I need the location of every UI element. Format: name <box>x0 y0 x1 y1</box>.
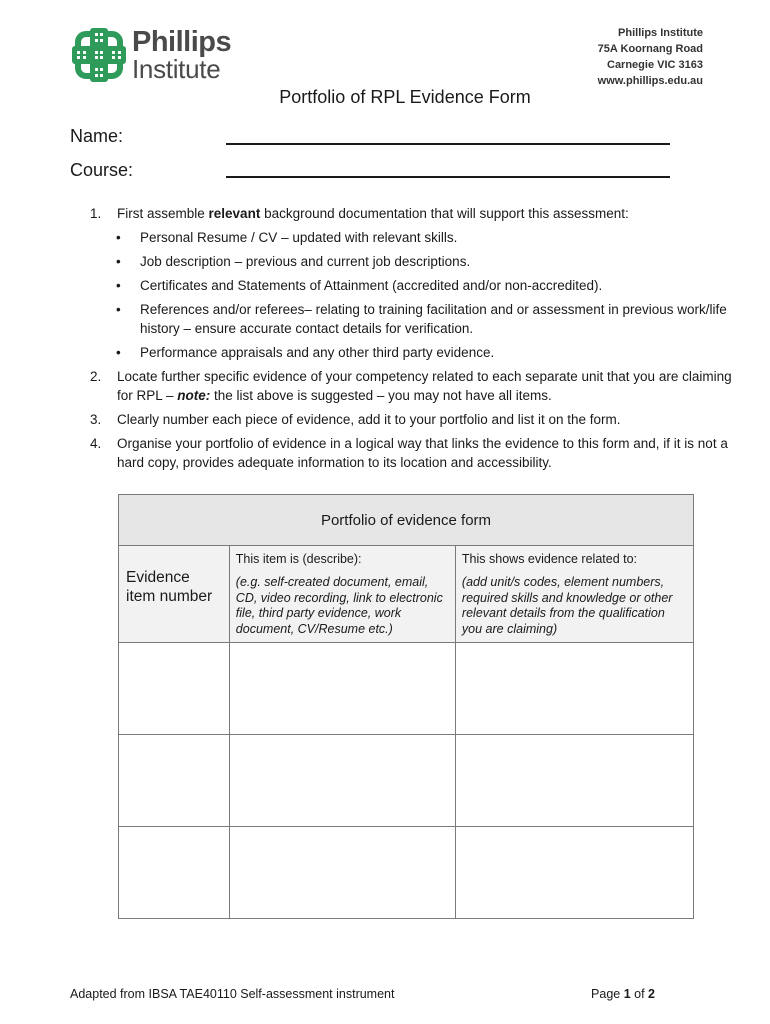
col-header-evidence-related <box>455 546 693 643</box>
item-text: background documentation that will support this assessment: <box>260 206 629 221</box>
evidence-related-cell[interactable] <box>455 827 693 919</box>
table-heading: Portfolio of evidence form <box>119 495 694 546</box>
bullet-text: and/or referees– relating to training facilitation and or assessment in previous work/life history – ensure accurate contact details for verification. <box>140 302 727 336</box>
item-text: Clearly number each piece of evidence, add it to your portfolio and list it on the form. <box>117 412 621 427</box>
table-row <box>119 827 694 919</box>
logo-text-phillips: Phillips <box>132 26 232 58</box>
bullet-bold-text: Personal Resume / CV <box>140 230 278 245</box>
green-cross-grid-icon <box>70 26 128 84</box>
item-number: 4. <box>90 436 102 451</box>
instructions-list <box>90 204 740 477</box>
evidence-related-cell[interactable] <box>455 643 693 735</box>
bullet-bold-text: Certificates <box>140 278 208 293</box>
bullet-text: and any other third party evidence. <box>282 345 495 360</box>
address-line: Carnegie VIC 3163 <box>607 59 703 71</box>
item-text: Locate further specific evidence of your competency related to each separate unit that you are claiming for RPL – <box>117 369 732 403</box>
item-number: 1. <box>90 206 102 221</box>
evidence-number-cell[interactable] <box>119 735 230 827</box>
instruction-item-4 <box>90 434 740 472</box>
table-row <box>119 735 694 827</box>
item-bold-text: note: <box>177 388 211 403</box>
institute-address <box>598 25 703 89</box>
bullet-icon: • <box>116 302 121 317</box>
col-label: This shows evidence related to: <box>461 552 638 566</box>
bullet-item <box>90 300 740 338</box>
evidence-description-cell[interactable] <box>229 827 455 919</box>
name-label: Name: <box>70 126 124 146</box>
evidence-related-cell[interactable] <box>455 735 693 827</box>
website-link[interactable]: www.phillips.edu.au <box>597 75 703 87</box>
item-text: First assemble <box>117 206 209 221</box>
bullet-item <box>90 343 740 362</box>
page-number <box>591 987 655 1001</box>
bullet-icon: • <box>116 345 121 360</box>
instruction-item-1 <box>90 204 740 223</box>
bullet-item <box>90 252 740 271</box>
bullet-bold-text: Performance appraisals <box>140 345 283 360</box>
item-text: Organise your portfolio of evidence in a logical way that links the evidence to this form and, if it is not a hard copy, provides adequate information to its location and accessibility. <box>117 436 728 470</box>
address-line: Phillips Institute <box>618 27 703 39</box>
logo-text-institute: Institute <box>132 54 221 84</box>
col-hint: (e.g. self-created document, email, CD, video recording, link to electronic file, third party evidence, work document, CV/Resume etc.) <box>235 575 443 636</box>
bullet-text: – previous and current job descriptions. <box>230 254 471 269</box>
item-number: 2. <box>90 369 102 384</box>
item-number: 3. <box>90 412 102 427</box>
footer-source: Adapted from IBSA TAE40110 Self-assessment instrument <box>70 987 395 1001</box>
col-label: This item is (describe): <box>235 552 362 566</box>
instruction-item-3 <box>90 410 740 429</box>
table-row <box>119 643 694 735</box>
page-current: 1 <box>623 987 631 1001</box>
page-word: Page <box>591 987 624 1001</box>
col-header-evidence-number <box>119 546 230 643</box>
bullet-text: – updated with relevant skills. <box>277 230 458 245</box>
item-text: the list above is suggested – you may not have all items. <box>210 388 552 403</box>
evidence-number-cell[interactable] <box>119 827 230 919</box>
bullet-item <box>90 228 740 247</box>
page-of: of <box>630 987 649 1001</box>
course-label: Course: <box>70 160 134 180</box>
bullet-bold-text: Job description <box>140 254 231 269</box>
col-label: Evidence item number <box>126 569 213 605</box>
bullet-icon: • <box>116 254 121 269</box>
col-hint: (add unit/s codes, element numbers, required skills and knowledge or other relevant details from the qualification you are claiming) <box>461 575 673 636</box>
evidence-description-cell[interactable] <box>229 735 455 827</box>
item-bold-text: relevant <box>208 206 261 221</box>
evidence-description-cell[interactable] <box>229 643 455 735</box>
instruction-item-2 <box>90 367 740 405</box>
evidence-number-cell[interactable] <box>119 643 230 735</box>
col-header-describe <box>229 546 455 643</box>
form-title: Portfolio of RPL Evidence Form <box>279 87 531 107</box>
evidence-table <box>118 494 694 919</box>
address-line: 75A Koornang Road <box>597 43 703 55</box>
bullet-item <box>90 276 740 295</box>
institute-logo <box>70 26 240 84</box>
bullet-text: and Statements of Attainment (accredited and/or non-accredited). <box>207 278 603 293</box>
name-field[interactable] <box>226 143 670 145</box>
bullet-icon: • <box>116 230 121 245</box>
page-total: 2 <box>648 987 655 1001</box>
bullet-bold-text: References <box>140 302 210 317</box>
course-field[interactable] <box>226 176 670 178</box>
bullet-icon: • <box>116 278 121 293</box>
